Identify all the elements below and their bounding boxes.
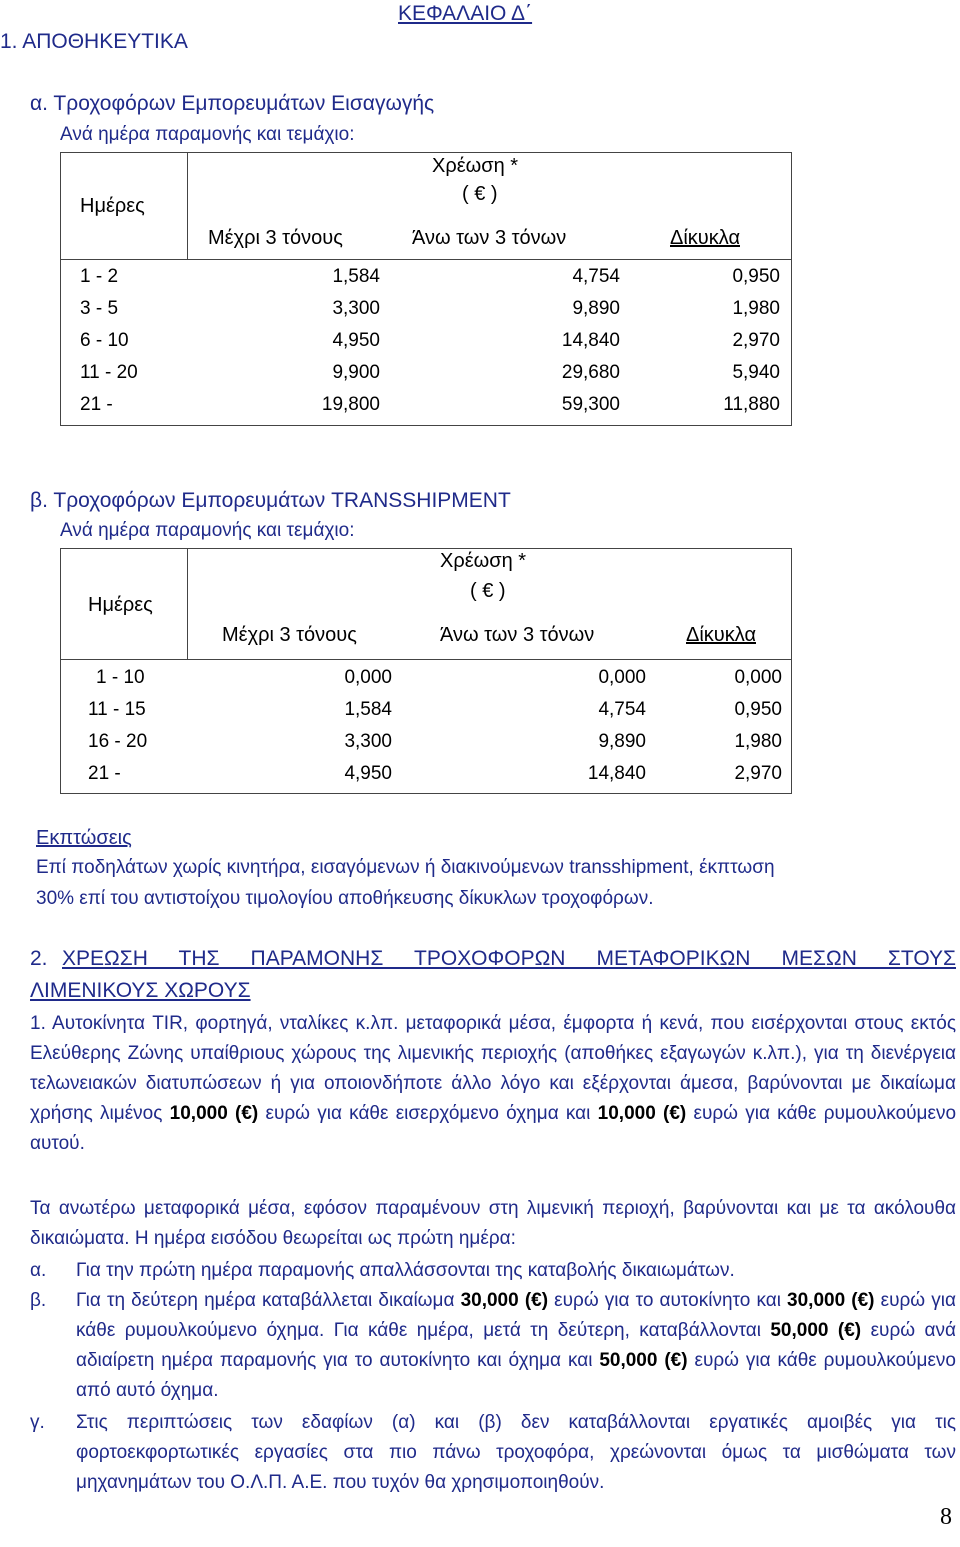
paragraph-tir: 1. Αυτοκίνητα TIR, φορτηγά, νταλίκες κ.λπ. μεταφορικά μέσα, έμφορτα ή κενά, που εισέρχονται στους εκτός Ελεύθερης Ζώνης υπαίθριους χώρους της λιμενικής περιοχής (αποθήκες εξαγωγών κ.λπ.), για τη διενέργεια τελωνειακών διατυπώσεων ή για οποιονδήποτε άλλο λόγο και εξέρχονται άμεσα, βαρύνονται με δικαίωμα χρήσης λιμένος 10,000 (€) ευρώ για κάθε εισερχόμενο όχημα και 10,000 (€) ευρώ για κάθε ρυμουλκούμενο αυτού. — [30, 1013, 957, 1154]
table-b-col-days: Ημέρες — [88, 594, 153, 616]
section-2-number: 2. — [30, 947, 48, 970]
chapter-heading: ΚΕΦΑΛΑΙΟ Δ΄ — [398, 2, 533, 25]
page-number: 8 — [940, 1504, 952, 1530]
discounts-line-2: 30% επί του αντιστοίχου τιμολογίου αποθήκευσης δίκυκλων τροχοφόρων. — [36, 888, 654, 909]
table-a-currency: ( € ) — [462, 183, 498, 205]
table-b-subtitle: Ανά ημέρα παραμονής και τεμάχιο: — [60, 520, 355, 541]
fee-entry-trailer: 10,000 (€) — [597, 1103, 687, 1124]
table-a-charge: Χρέωση * — [432, 155, 519, 177]
table-a-subtitle: Ανά ημέρα παραμονής και τεμάχιο: — [60, 124, 355, 145]
table-b-col1: Μέχρι 3 τόνους — [222, 624, 357, 646]
table-a-title: α. Τροχοφόρων Εμπορευμάτων Εισαγωγής — [30, 92, 435, 115]
table-b-col3: Δίκυκλα — [686, 624, 756, 646]
table-a-col2: Άνω των 3 τόνων — [412, 227, 567, 249]
table-b-currency: ( € ) — [470, 580, 506, 602]
section-2-heading-line-1: ΧΡΕΩΣΗ ΤΗΣ ΠΑΡΑΜΟΝΗΣ ΤΡΟΧΟΦΟΡΩΝ ΜΕΤΑΦΟΡΙΚΩΝ ΜΕΣΩΝ ΣΤΟΥΣ — [62, 947, 956, 970]
table-a-col3: Δίκυκλα — [670, 227, 740, 249]
table-b-title: β. Τροχοφόρων Εμπορευμάτων TRANSSHIPMENT — [30, 489, 511, 512]
section-2-heading-line-2: ΛΙΜΕΝΙΚΟΥΣ ΧΩΡΟΥΣ — [30, 979, 251, 1002]
fee-entry-vehicle: 10,000 (€) — [169, 1103, 259, 1124]
table-a-col-days: Ημέρες — [80, 195, 145, 217]
discounts-line-1: Επί ποδηλάτων χωρίς κινητήρα, εισαγόμενων ή διακινούμενων transshipment, έκπτωση — [36, 857, 775, 878]
list-item: β. Για τη δεύτερη ημέρα καταβάλλεται δικαίωμα 30,000 (€) ευρώ για το αυτοκίνητο και 30,000 (€) ευρώ για κάθε ρυμουλκούμενο όχημα. Για κάθε ημέρα, μετά τη δεύτερη, καταβάλλονται 50,000 (€) ευρώ ανά αδιαίρετη ημέρα παραμονής για το αυτοκίνητο και όχημα και 50,000 (€) ευρώ για κάθε ρυμουλκούμενο από αυτό όχημα. — [30, 1290, 956, 1401]
paragraph-further-charges: Τα ανωτέρω μεταφορικά μέσα, εφόσον παραμένουν στη λιμενική περιοχή, βαρύνονται και με τα ακόλουθα δικαιώματα. Η ημέρα εισόδου θεωρείται ως πρώτη ημέρα: — [30, 1198, 956, 1249]
table-b-charge: Χρέωση * — [440, 550, 527, 572]
section-1-heading: 1. ΑΠΟΘΗΚΕΥΤΙΚΑ — [0, 30, 188, 53]
list-item: α. Για την πρώτη ημέρα παραμονής απαλλάσσονται της καταβολής δικαιωμάτων. — [30, 1260, 735, 1281]
table-b-col2: Άνω των 3 τόνων — [440, 624, 595, 646]
discounts-heading: Εκπτώσεις — [36, 827, 132, 849]
list-item: γ. Στις περιπτώσεις των εδαφίων (α) και (β) δεν καταβάλλονται εργατικές αμοιβές για τις φορτοεκφορτωτικές εργασίες στα πιο πάνω τροχοφόρα, χρεώνονται όμως τα μισθώματα των μηχανημάτων του Ο.Λ.Π. Α.Ε. που τυχόν θα χρησιμοποιηθούν. — [30, 1412, 956, 1493]
table-a-col1: Μέχρι 3 τόνους — [208, 227, 343, 249]
